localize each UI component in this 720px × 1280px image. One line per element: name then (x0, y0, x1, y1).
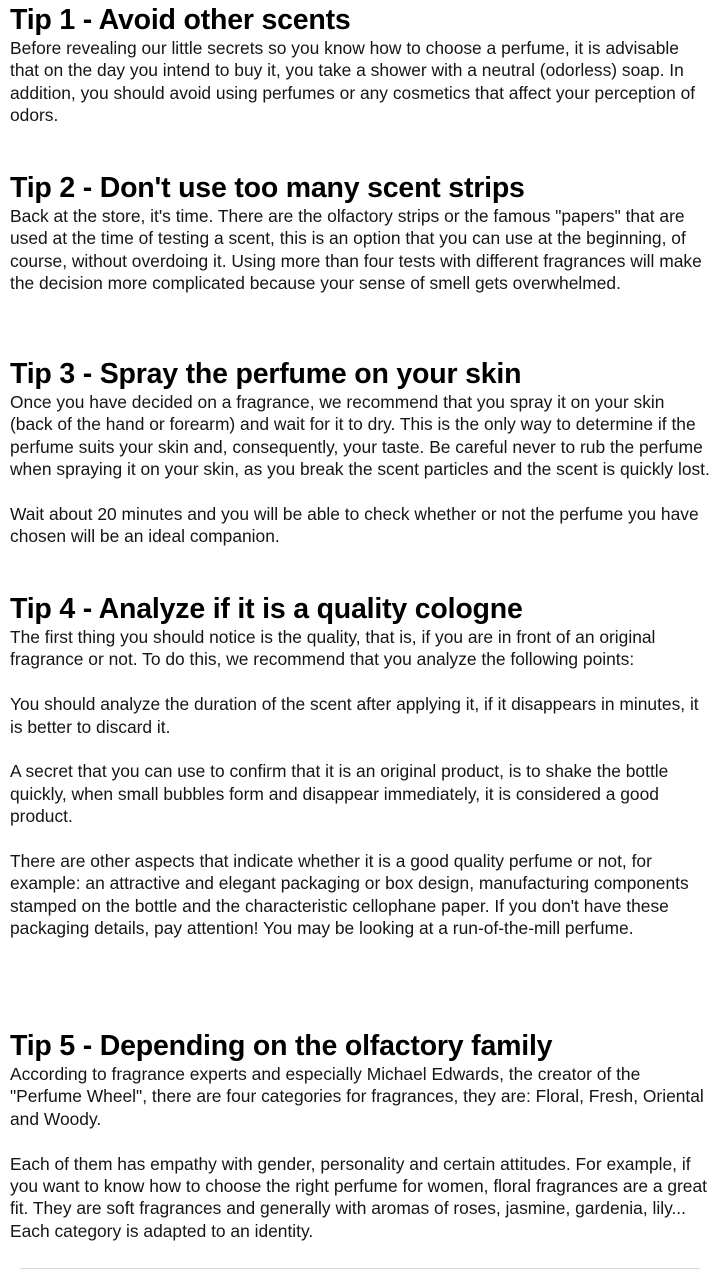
tip-paragraph: You should analyze the duration of the scent after applying it, if it disappears in minutes, it is better to discard it. (10, 694, 699, 737)
tip-paragraph: The first thing you should notice is the quality, that is, if you are in front of an original fragrance or not. To do this, we recommend that you analyze the following points: (10, 627, 656, 670)
tip-section-5 (10, 1029, 710, 1242)
paragraph-spacer (10, 738, 710, 760)
tip-section-4 (10, 592, 710, 940)
tip-section-2 (10, 171, 710, 295)
tip-heading: Tip 2 - Don't use too many scent strips (10, 172, 525, 204)
tip-paragraph: According to fragrance experts and especially Michael Edwards, the creator of the "Perfume Wheel", there are four categories for fragrances, they are: Floral, Fresh, Oriental and Woody. (10, 1064, 704, 1129)
tip-paragraph: A secret that you can use to confirm that it is an original product, is to shake the bottle quickly, when small bubbles form and disappear immediately, it is considered a good product. (10, 761, 669, 827)
tip-paragraph: Each of them has empathy with gender, personality and certain attitudes. For example, if you want to know how to choose the right perfume for women, floral fragrances are a great fit. They are soft fragrances and generally with aromas of roses, jasmine, gardenia, lily... Each category is adapted to an identity. (10, 1153, 707, 1241)
tip-heading: Tip 5 - Depending on the olfactory family (10, 1030, 553, 1062)
tip-paragraph: Once you have decided on a fragrance, we recommend that you spray it on your skin (back of the hand or forearm) and wait for it to dry. This is the only way to determine if the perfume suits your skin and, consequently, your taste. Be careful never to rub the perfume when spraying it on your skin, as you break the scent particles and the scent is quickly lost. (10, 392, 710, 480)
tip-section-3 (10, 357, 710, 548)
paragraph-spacer (10, 481, 710, 503)
tip-paragraph: Before revealing our little secrets so you know how to choose a perfume, it is advisable that on the day you intend to buy it, you take a shower with a neutral (odorless) soap. In addition, you should avoid using perfumes or any cosmetics that affect your perception of odors. (10, 38, 696, 126)
tip-heading: Tip 4 - Analyze if it is a quality cologne (10, 593, 523, 625)
paragraph-spacer (10, 1130, 710, 1152)
paragraph-spacer (10, 671, 710, 693)
paragraph-spacer (10, 828, 710, 850)
tip-heading: Tip 1 - Avoid other scents (10, 4, 351, 36)
tip-paragraph: There are other aspects that indicate whether it is a good quality perfume or not, for example: an attractive and elegant packaging or box design, manufacturing components stamped on the bottle and the characteristic cellophane paper. If you don't have these packaging details, pay attention! You may be looking at a run-of-the-mill perfume. (10, 851, 689, 939)
tip-section-1 (10, 3, 710, 127)
tip-paragraph: Wait about 20 minutes and you will be able to check whether or not the perfume you have chosen will be an ideal companion. (10, 504, 699, 547)
bottom-divider (20, 1268, 700, 1269)
tip-paragraph: Back at the store, it's time. There are the olfactory strips or the famous "papers" that are used at the time of testing a scent, this is an option that you can use at the beginning, of course, without overdoing it. Using more than four tests with different fragrances will make the decision more complicated because your sense of smell gets overwhelmed. (10, 206, 702, 294)
tip-heading: Tip 3 - Spray the perfume on your skin (10, 358, 522, 390)
